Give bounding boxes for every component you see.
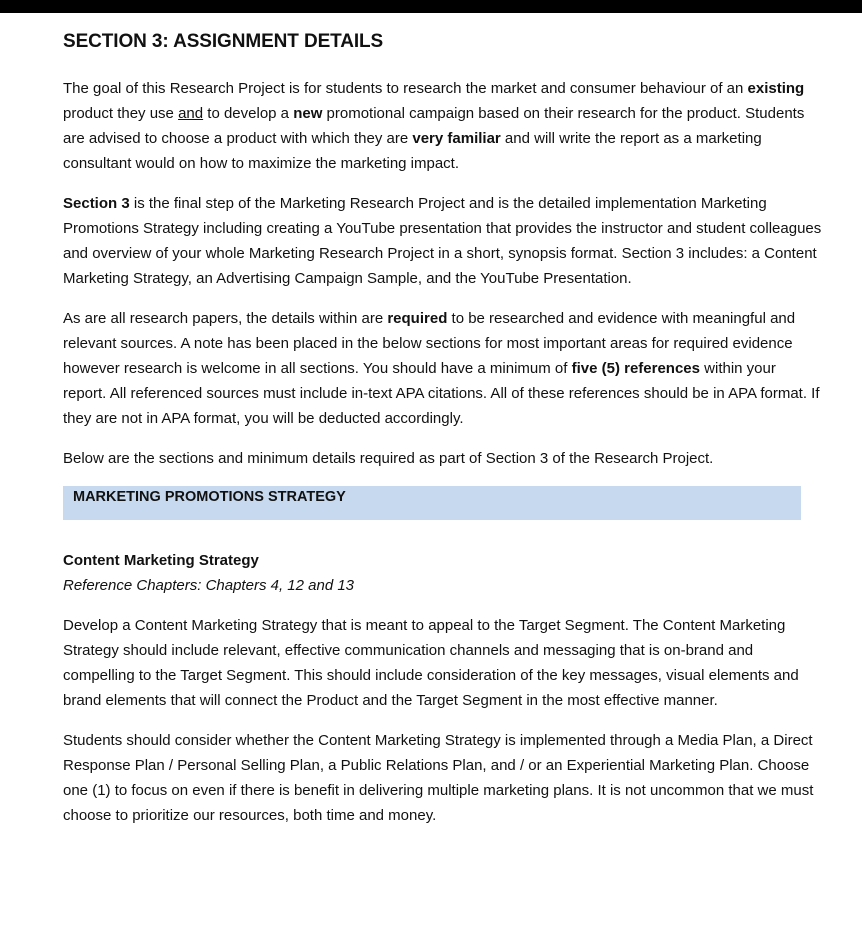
text-run: is the final step of the Marketing Research Project and is the detailed implementation Marketing Promotions Strategy including creating a YouTube presentation that provides the instructor and student colleagues and overview of your whole Marketing Research Project in a short, synopsis format. Section 3 includes: a Content Marketing Strategy, an Advertising Campaign Sample, and the YouTube Presentation. xyxy=(63,195,822,287)
sections-intro-paragraph: Below are the sections and minimum details required as part of Section 3 of the Research Project. xyxy=(63,450,714,467)
text-run: promotional campaign based on their research for the product. Students are advised to choose a product with which they are xyxy=(63,105,805,147)
plan-options-paragraph: Students should consider whether the Content Marketing Strategy is implemented through a Media Plan, a Direct Response Plan / Personal Selling Plan, a Public Relations Plan, and / or an Experiential Marketing Plan. Choose one (1) to focus on even if there is benefit in delivering multiple marketing plans. It is not uncommon that we must choose to prioritize our resources, both time and money. xyxy=(63,732,814,824)
top-black-bar xyxy=(0,0,862,13)
text-run: to develop a xyxy=(203,105,294,122)
text-run: to be researched and evidence with meaningful and relevant sources. A note has been placed in the below sections for most important areas for required evidence however research is welcome in all sections. You should have a minimum of xyxy=(63,310,796,377)
text-run: The goal of this Research Project is for students to research the market and consumer behaviour of an xyxy=(63,80,748,97)
text-run: product they use xyxy=(63,105,179,122)
subheading: Content Marketing Strategy xyxy=(63,552,259,569)
bold-new: new xyxy=(293,105,323,122)
research-requirements-paragraph xyxy=(63,306,823,431)
section-title: SECTION 3: ASSIGNMENT DETAILS xyxy=(63,31,384,52)
content-strategy-paragraph: Develop a Content Marketing Strategy that is meant to appeal to the Target Segment. The Content Marketing Strategy should include relevant, effective communication channels and messaging that is on-brand and compelling to the Target Segment. This should include consideration of the key messages, visual elements and brand elements that will connect the Product and the Target Segment in the most effective manner. xyxy=(63,617,799,709)
text-run: and will write the report as a marketing consultant would on how to maximize the marketing impact. xyxy=(63,130,762,172)
text-run: As are all research papers, the details within are xyxy=(63,310,388,327)
bold-very-familiar: very familiar xyxy=(412,130,501,147)
text-run: within your report. All referenced sources must include in-text APA citations. All of these references should be in APA format. If they are not in APA format, you will be deducted accordingly. xyxy=(63,360,820,427)
reference-chapters: Reference Chapters: Chapters 4, 12 and 13 xyxy=(63,577,355,594)
bold-five-references: five (5) references xyxy=(571,360,700,377)
intro-paragraph xyxy=(63,76,823,176)
section-banner: MARKETING PROMOTIONS STRATEGY xyxy=(63,486,801,520)
underlined-and: and xyxy=(178,105,204,122)
bold-required: required xyxy=(387,310,448,327)
bold-section-3: Section 3 xyxy=(63,195,130,212)
document-page xyxy=(63,30,823,843)
bold-existing: existing xyxy=(747,80,805,97)
section3-paragraph xyxy=(63,191,823,291)
